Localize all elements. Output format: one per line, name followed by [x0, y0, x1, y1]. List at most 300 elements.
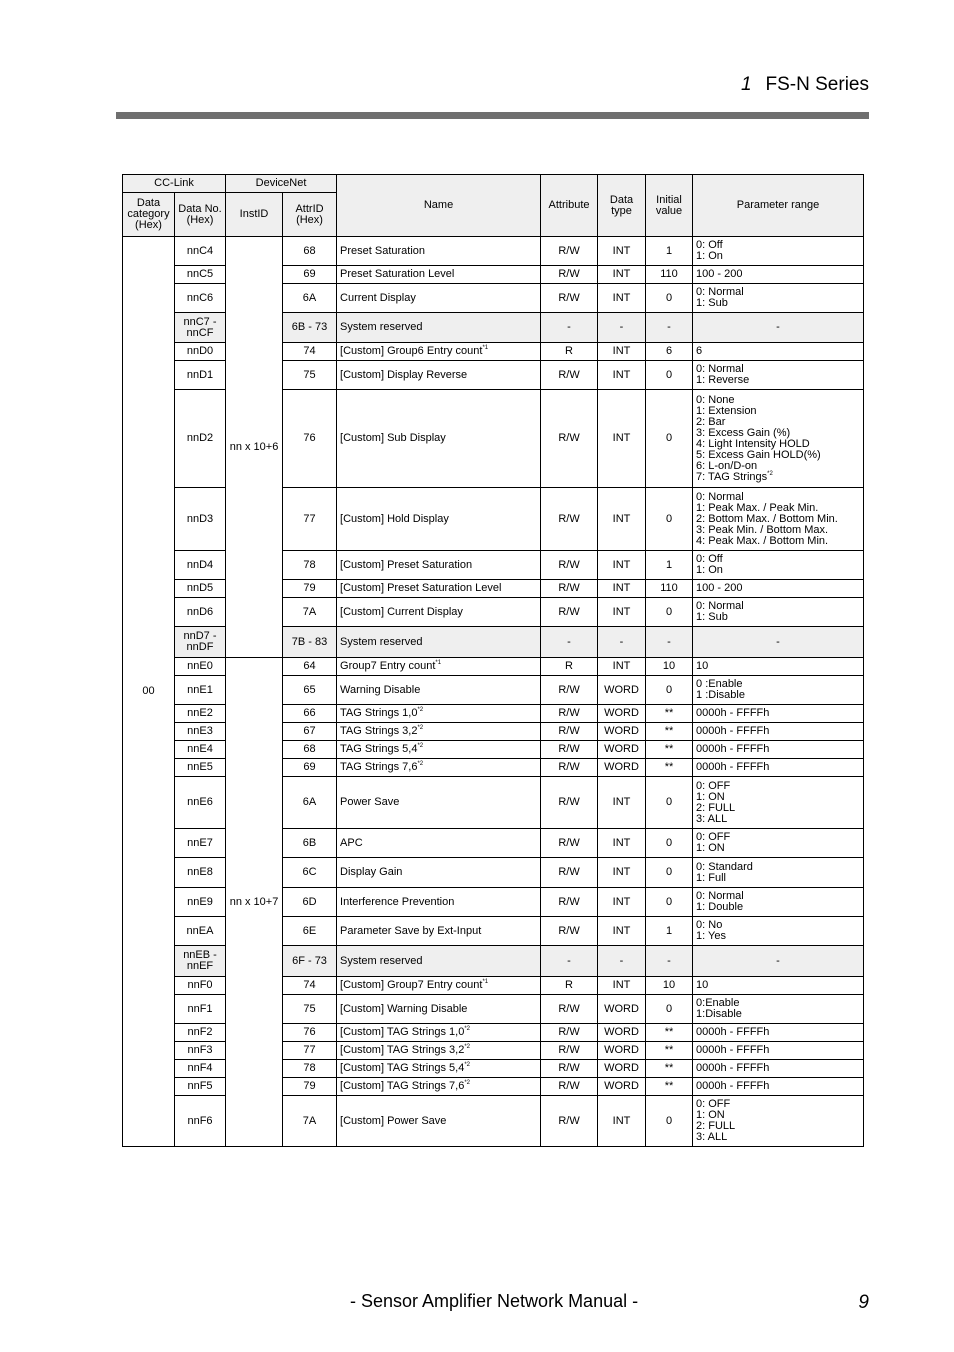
attrid-cell: 76 — [283, 1024, 337, 1042]
name-text: TAG Strings 3,2 — [340, 725, 418, 737]
footnote-marker: *2 — [464, 1062, 470, 1068]
name-cell — [337, 551, 541, 580]
data-no-cell: nnD0 — [175, 343, 226, 361]
parameter-range-cell — [693, 888, 864, 917]
parameter-range-cell — [693, 917, 864, 946]
range-line — [696, 1081, 860, 1092]
data-no-cell: nnEB - nnEF — [175, 946, 226, 977]
initial-value-cell: ** — [646, 723, 693, 741]
footnote-marker: *2 — [464, 1044, 470, 1050]
attrid-cell: 6B — [283, 829, 337, 858]
initial-value-cell: 0 — [646, 888, 693, 917]
range-text: 1: ON — [696, 842, 725, 854]
range-text: 1: Double — [696, 901, 744, 913]
range-line — [696, 1132, 860, 1143]
attribute-cell: - — [541, 946, 598, 977]
name-cell — [337, 361, 541, 390]
data-no-cell: nnD2 — [175, 390, 226, 488]
range-line — [696, 583, 860, 594]
data-no-cell: nnD4 — [175, 551, 226, 580]
initial-value-cell: 6 — [646, 343, 693, 361]
range-text: 0: Normal — [696, 600, 744, 612]
attrid-cell: 79 — [283, 1078, 337, 1096]
chapter-number: 1 — [740, 74, 752, 95]
range-text: 2: FULL — [696, 1120, 736, 1132]
range-text: 1: ON — [696, 1109, 725, 1121]
initial-value-cell: ** — [646, 1078, 693, 1096]
name-text: Current Display — [340, 291, 416, 304]
name-cell — [337, 1096, 541, 1147]
parameter-range-cell — [693, 551, 864, 580]
data-no-cell: nnF3 — [175, 1042, 226, 1060]
data-type-cell: INT — [598, 917, 646, 946]
range-text: 1: On — [696, 564, 723, 576]
attrid-cell: 79 — [283, 580, 337, 598]
range-line — [696, 536, 860, 547]
data-no-cell: nnC4 — [175, 237, 226, 266]
name-text: Parameter Save by Ext-Input — [340, 924, 482, 937]
name-text: [Custom] Hold Display — [340, 512, 449, 525]
parameter-range-cell — [693, 1024, 864, 1042]
attribute-cell: R/W — [541, 1024, 598, 1042]
name-cell — [337, 917, 541, 946]
name-text: Preset Saturation Level — [340, 268, 455, 280]
data-type-cell: INT — [598, 390, 646, 488]
attrid-cell: 6C — [283, 858, 337, 888]
parameter-range-cell — [693, 858, 864, 888]
name-cell — [337, 1042, 541, 1060]
name-text: [Custom] TAG Strings 1,0 — [340, 1026, 465, 1038]
attribute-cell: R/W — [541, 488, 598, 551]
range-text: - — [776, 321, 780, 333]
attribute-cell: R/W — [541, 1060, 598, 1078]
name-text: [Custom] Group7 Entry count — [340, 979, 483, 991]
attribute-cell: R/W — [541, 390, 598, 488]
name-text: System reserved — [340, 321, 423, 333]
initial-value-cell: 110 — [646, 266, 693, 284]
range-text: 100 - 200 — [696, 268, 743, 280]
range-text: 0: Normal — [696, 890, 744, 902]
attribute-cell: R/W — [541, 551, 598, 580]
attribute-cell: R/W — [541, 598, 598, 627]
range-line — [696, 873, 860, 884]
attribute-cell: R — [541, 343, 598, 361]
data-no-cell: nnD7 - nnDF — [175, 627, 226, 658]
name-header: Name — [337, 175, 541, 237]
name-text: [Custom] Preset Saturation Level — [340, 582, 502, 594]
attrid-cell: 6A — [283, 777, 337, 829]
parameter-range-cell — [693, 1042, 864, 1060]
range-line — [696, 375, 860, 386]
name-text: [Custom] TAG Strings 7,6 — [340, 1080, 465, 1092]
attribute-cell: R/W — [541, 1078, 598, 1096]
range-text: 0000h - FFFFh — [696, 1062, 770, 1074]
initial-value-cell: - — [646, 627, 693, 658]
name-cell — [337, 777, 541, 829]
data-type-cell: WORD — [598, 676, 646, 705]
data-type-cell: WORD — [598, 1024, 646, 1042]
range-text: 4: Light Intensity HOLD — [696, 437, 810, 450]
initial-value-cell: 10 — [646, 658, 693, 676]
range-text: - — [776, 635, 780, 648]
initial-value-cell: 0 — [646, 858, 693, 888]
initial-value-cell: 0 — [646, 598, 693, 627]
data-type-cell: WORD — [598, 723, 646, 741]
range-line — [696, 762, 860, 773]
attrid-cell: 76 — [283, 390, 337, 488]
name-cell — [337, 313, 541, 343]
range-text: 1: Yes — [696, 930, 726, 942]
range-text: 0: OFF — [696, 1098, 731, 1110]
data-type-cell: WORD — [598, 705, 646, 723]
range-text: 1: On — [696, 250, 723, 262]
name-cell — [337, 723, 541, 741]
name-cell — [337, 598, 541, 627]
data-no-cell: nnE4 — [175, 741, 226, 759]
name-cell — [337, 1024, 541, 1042]
name-text: [Custom] Power Save — [340, 1114, 447, 1127]
parameter-range-cell — [693, 946, 864, 977]
data-type-cell: INT — [598, 598, 646, 627]
attribute-cell: R/W — [541, 917, 598, 946]
range-line — [696, 661, 860, 672]
data-no-cell: nnF4 — [175, 1060, 226, 1078]
range-text: 0: Normal — [696, 286, 744, 298]
data-type-cell: INT — [598, 284, 646, 313]
range-text: 0000h - FFFFh — [696, 725, 770, 737]
range-text: 0:Enable — [696, 997, 740, 1009]
initial-value-cell: ** — [646, 1042, 693, 1060]
range-text: 3: ALL — [696, 812, 728, 825]
data-category-header: Data category (Hex) — [123, 193, 175, 237]
name-text: Preset Saturation — [340, 244, 426, 257]
initial-value-cell: 0 — [646, 488, 693, 551]
initial-value-cell: 0 — [646, 1096, 693, 1147]
name-cell — [337, 627, 541, 658]
range-text: 10 — [696, 979, 709, 991]
data-type-cell: WORD — [598, 759, 646, 777]
footnote-marker: *2 — [417, 707, 424, 713]
range-line — [696, 1045, 860, 1056]
attrid-cell: 69 — [283, 266, 337, 284]
range-text: 0000h - FFFFh — [696, 1080, 770, 1092]
data-no-cell: nnD6 — [175, 598, 226, 627]
range-text: 1: Reverse — [696, 374, 750, 386]
chapter-header — [741, 74, 869, 96]
chapter-title: FS-N Series — [765, 74, 869, 95]
name-cell — [337, 676, 541, 705]
attribute-header: Attribute — [541, 175, 598, 237]
footnote-marker: *2 — [464, 1026, 470, 1032]
initial-value-header: Initial value — [646, 175, 693, 237]
range-text: 3: Peak Min. / Bottom Max. — [696, 523, 829, 536]
table-row — [123, 658, 864, 676]
attrid-cell: 78 — [283, 551, 337, 580]
name-cell — [337, 946, 541, 977]
instid-cell: nn x 10+7 — [226, 658, 283, 1147]
data-no-cell: nnE0 — [175, 658, 226, 676]
range-line — [696, 708, 860, 719]
range-text: 1: ON — [696, 790, 725, 803]
parameter-range-cell — [693, 266, 864, 284]
range-text: 0000h - FFFFh — [696, 743, 770, 755]
range-text: 1: Sub — [696, 611, 728, 623]
data-no-cell: nnE1 — [175, 676, 226, 705]
name-cell — [337, 658, 541, 676]
data-type-header: Data type — [598, 175, 646, 237]
initial-value-cell: 0 — [646, 676, 693, 705]
parameter-range-cell — [693, 1060, 864, 1078]
range-text: 0000h - FFFFh — [696, 707, 770, 719]
parameter-range-cell — [693, 1096, 864, 1147]
name-text: APC — [340, 836, 363, 849]
footnote-marker: *2 — [417, 725, 424, 731]
data-no-cell: nnF0 — [175, 977, 226, 995]
footnote-marker: *2 — [417, 761, 424, 767]
attribute-cell: - — [541, 627, 598, 658]
range-text: 6 — [696, 345, 703, 357]
range-text: 0: No — [696, 919, 723, 931]
name-text: Warning Disable — [340, 683, 421, 696]
data-category-cell: 00 — [123, 237, 175, 1147]
data-type-cell: WORD — [598, 995, 646, 1024]
data-no-cell: nnD3 — [175, 488, 226, 551]
initial-value-cell: 0 — [646, 777, 693, 829]
range-line — [696, 251, 860, 262]
parameter-table — [122, 174, 864, 1147]
data-no-cell: nnF1 — [175, 995, 226, 1024]
attrid-cell: 78 — [283, 1060, 337, 1078]
range-line — [696, 843, 860, 854]
name-cell — [337, 284, 541, 313]
parameter-range-cell — [693, 777, 864, 829]
range-line — [696, 931, 860, 942]
initial-value-cell: ** — [646, 1024, 693, 1042]
data-type-cell: WORD — [598, 1042, 646, 1060]
name-cell — [337, 390, 541, 488]
name-cell — [337, 580, 541, 598]
attribute-cell: R — [541, 658, 598, 676]
data-type-cell: - — [598, 313, 646, 343]
name-text: Power Save — [340, 796, 400, 808]
name-cell — [337, 888, 541, 917]
name-text: TAG Strings 7,6 — [340, 761, 418, 773]
initial-value-cell: ** — [646, 1060, 693, 1078]
name-cell — [337, 977, 541, 995]
cclink-header: CC-Link — [123, 175, 226, 193]
parameter-range-cell — [693, 995, 864, 1024]
range-text: 0000h - FFFFh — [696, 1044, 770, 1056]
range-text: 0 :Enable — [696, 678, 743, 690]
attrid-cell: 68 — [283, 741, 337, 759]
parameter-range-cell — [693, 741, 864, 759]
parameter-range-cell — [693, 829, 864, 858]
initial-value-cell: 0 — [646, 284, 693, 313]
data-no-cell: nnC5 — [175, 266, 226, 284]
attrid-cell: 6A — [283, 284, 337, 313]
initial-value-cell: ** — [646, 759, 693, 777]
range-text: 2: FULL — [696, 801, 736, 814]
attribute-cell: R/W — [541, 741, 598, 759]
range-line — [696, 814, 860, 825]
attribute-cell: R/W — [541, 361, 598, 390]
name-cell — [337, 741, 541, 759]
data-no-cell: nnD1 — [175, 361, 226, 390]
name-text: TAG Strings 1,0 — [340, 707, 418, 719]
name-cell — [337, 266, 541, 284]
name-text: [Custom] Warning Disable — [340, 1002, 468, 1015]
name-cell — [337, 1078, 541, 1096]
range-text: 100 - 200 — [696, 582, 743, 594]
initial-value-cell: 1 — [646, 237, 693, 266]
data-type-cell: WORD — [598, 1060, 646, 1078]
name-cell — [337, 705, 541, 723]
parameter-range-cell — [693, 284, 864, 313]
attrid-cell: 6F - 73 — [283, 946, 337, 977]
name-text: [Custom] Current Display — [340, 605, 463, 618]
initial-value-cell: ** — [646, 741, 693, 759]
attrid-cell: 75 — [283, 995, 337, 1024]
parameter-range-cell — [693, 390, 864, 488]
attrid-cell: 77 — [283, 1042, 337, 1060]
range-line — [696, 298, 860, 309]
initial-value-cell: 0 — [646, 390, 693, 488]
range-text: - — [776, 954, 780, 967]
initial-value-cell: 110 — [646, 580, 693, 598]
attrid-cell: 64 — [283, 658, 337, 676]
range-text: 6: L-on/D-on — [696, 459, 758, 472]
data-type-cell: INT — [598, 488, 646, 551]
range-line — [696, 472, 860, 483]
attribute-cell: R/W — [541, 759, 598, 777]
name-text: System reserved — [340, 635, 423, 648]
attribute-cell: R/W — [541, 676, 598, 705]
range-text: 0: None — [696, 393, 735, 406]
name-cell — [337, 858, 541, 888]
footnote-marker: *2 — [417, 743, 424, 749]
range-line — [696, 269, 860, 280]
attrid-cell: 7A — [283, 1096, 337, 1147]
attrid-cell: 75 — [283, 361, 337, 390]
parameter-range-cell — [693, 723, 864, 741]
attrid-cell: 65 — [283, 676, 337, 705]
attribute-cell: R/W — [541, 237, 598, 266]
attrid-cell: 67 — [283, 723, 337, 741]
name-text: TAG Strings 5,4 — [340, 743, 418, 755]
data-no-cell: nnF6 — [175, 1096, 226, 1147]
data-no-cell: nnE2 — [175, 705, 226, 723]
page-number: 9 — [858, 1292, 869, 1313]
parameter-range-cell — [693, 977, 864, 995]
attribute-cell: R/W — [541, 858, 598, 888]
footnote-marker: *1 — [482, 345, 489, 351]
parameter-range-cell — [693, 343, 864, 361]
name-text: [Custom] TAG Strings 3,2 — [340, 1044, 465, 1056]
data-type-cell: INT — [598, 237, 646, 266]
footer-manual-title: - Sensor Amplifier Network Manual - — [350, 1291, 639, 1311]
range-text: 1: Extension — [696, 404, 757, 417]
parameter-range-cell — [693, 237, 864, 266]
parameter-range-cell — [693, 313, 864, 343]
range-text: 0000h - FFFFh — [696, 1026, 770, 1038]
data-type-cell: WORD — [598, 1078, 646, 1096]
attrid-cell: 68 — [283, 237, 337, 266]
attrid-header: AttrID (Hex) — [283, 193, 337, 237]
data-no-cell: nnE6 — [175, 777, 226, 829]
range-text: 0: Standard — [696, 860, 753, 873]
data-type-cell: INT — [598, 858, 646, 888]
name-cell — [337, 343, 541, 361]
table-row — [123, 237, 864, 266]
data-no-cell: nnF2 — [175, 1024, 226, 1042]
name-text: Interference Prevention — [340, 895, 455, 908]
name-text: [Custom] Sub Display — [340, 432, 446, 444]
instid-cell: nn x 10+6 — [226, 237, 283, 658]
data-no-cell: nnE9 — [175, 888, 226, 917]
range-text: 1: Sub — [696, 297, 728, 309]
range-line — [696, 1063, 860, 1074]
data-type-cell: INT — [598, 658, 646, 676]
table-body — [123, 237, 864, 1147]
parameter-range-cell — [693, 705, 864, 723]
parameter-range-cell — [693, 658, 864, 676]
attribute-cell: R/W — [541, 995, 598, 1024]
range-line — [696, 690, 860, 701]
parameter-range-header: Parameter range — [693, 175, 864, 237]
range-line — [696, 902, 860, 913]
name-text: [Custom] Display Reverse — [340, 368, 468, 381]
initial-value-cell: - — [646, 313, 693, 343]
data-type-cell: INT — [598, 888, 646, 917]
header-rule — [116, 112, 869, 119]
data-no-cell: nnD5 — [175, 580, 226, 598]
data-type-cell: INT — [598, 829, 646, 858]
attribute-cell: R/W — [541, 266, 598, 284]
data-type-cell: INT — [598, 343, 646, 361]
parameter-range-cell — [693, 580, 864, 598]
parameter-range-cell — [693, 676, 864, 705]
devicenet-header: DeviceNet — [226, 175, 337, 193]
data-no-cell: nnE3 — [175, 723, 226, 741]
name-cell — [337, 995, 541, 1024]
attrid-cell: 77 — [283, 488, 337, 551]
initial-value-cell: 10 — [646, 977, 693, 995]
range-line — [696, 565, 860, 576]
range-line — [696, 637, 860, 648]
name-text: [Custom] Preset Saturation — [340, 558, 473, 571]
range-line — [696, 956, 860, 967]
data-type-cell: - — [598, 946, 646, 977]
range-line — [696, 322, 860, 333]
data-no-cell: nnC7 - nnCF — [175, 313, 226, 343]
range-line — [696, 1009, 860, 1020]
range-text: 5: Excess Gain HOLD(%) — [696, 448, 821, 461]
range-text: 1: Peak Max. / Peak Min. — [696, 501, 819, 514]
range-text: 0: Normal — [696, 490, 744, 503]
name-cell — [337, 1060, 541, 1078]
attrid-cell: 7A — [283, 598, 337, 627]
attribute-cell: - — [541, 313, 598, 343]
name-cell — [337, 829, 541, 858]
initial-value-cell: 0 — [646, 995, 693, 1024]
data-type-cell: INT — [598, 777, 646, 829]
attribute-cell: R/W — [541, 888, 598, 917]
footnote-marker: *2 — [464, 1080, 470, 1086]
name-text: [Custom] TAG Strings 5,4 — [340, 1062, 465, 1074]
range-text: 0: Normal — [696, 363, 744, 375]
data-no-cell: nnE5 — [175, 759, 226, 777]
initial-value-cell: ** — [646, 705, 693, 723]
